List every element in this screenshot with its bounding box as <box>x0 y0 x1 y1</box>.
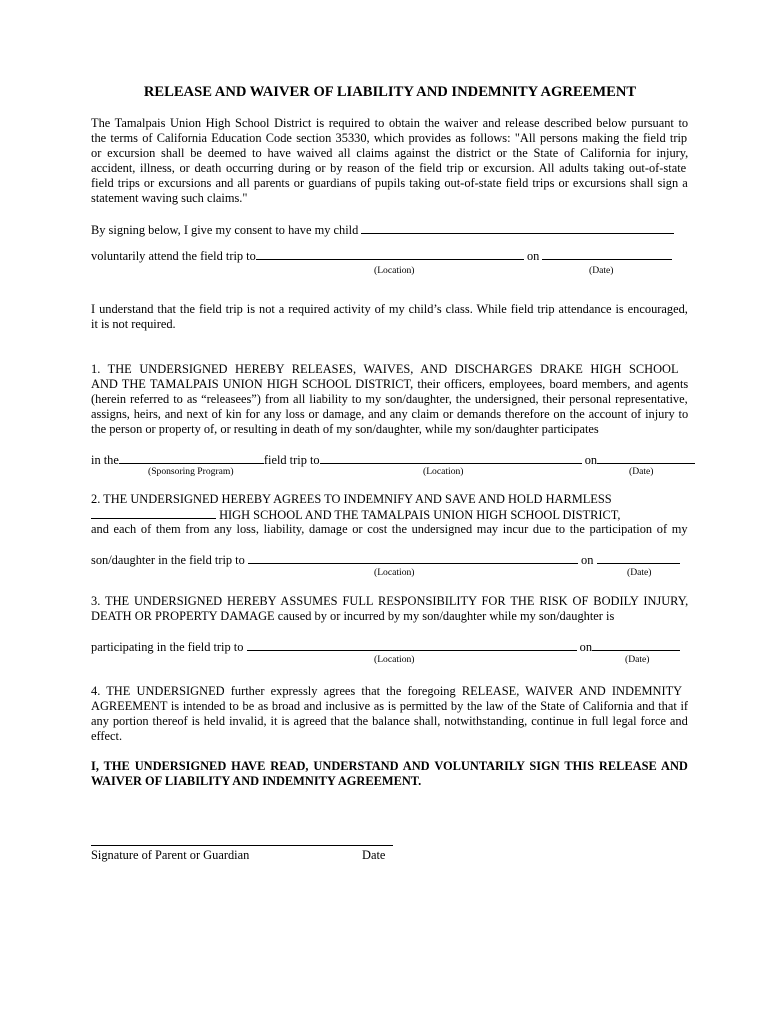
section3-fill-line <box>91 639 680 655</box>
consent-location-line <box>91 248 672 264</box>
date-field[interactable] <box>542 248 672 260</box>
date-field[interactable] <box>597 452 695 464</box>
high-school-field[interactable] <box>91 507 216 519</box>
location-field[interactable] <box>247 639 577 651</box>
sponsoring-program-field[interactable] <box>119 452 264 464</box>
section1-line: AND THE TAMALPAIS UNION HIGH SCHOOL DISTRICT, their officers, employees, board members, and agents <box>91 377 689 391</box>
section3-line: DEATH OR PROPERTY DAMAGE caused by or incurred by my son/daughter while my son/daughter is <box>91 609 615 623</box>
intro-line: The Tamalpais Union High School District is required to obtain the waiver and release described below pursuant to <box>91 116 689 130</box>
intro-line: statement waving such claims." <box>91 191 248 205</box>
date-caption: (Date) <box>589 265 614 276</box>
section2-line: and each of them from any loss, liability, damage or cost the undersigned may incur due to the participation of my <box>91 522 688 536</box>
field-trip-to-label: field trip to <box>263 453 320 467</box>
document-title: RELEASE AND WAIVER OF LIABILITY AND INDEMNITY AGREEMENT <box>143 84 637 100</box>
section2-line2-text: HIGH SCHOOL AND THE TAMALPAIS UNION HIGH SCHOOL DISTRICT, <box>219 508 621 522</box>
section2-line: 2. THE UNDERSIGNED HEREBY AGREES TO INDEMNIFY AND SAVE AND HOLD HARMLESS <box>91 492 612 506</box>
section1-line: assigns, heirs, and next of kin for any loss or damage, and any claim or demands therefore on the account of injury to <box>91 407 689 421</box>
location-caption: (Location) <box>423 466 464 477</box>
consent-attend-text: voluntarily attend the field trip to <box>91 249 256 263</box>
location-field[interactable] <box>256 248 524 260</box>
understand-line: it is not required. <box>91 317 176 331</box>
intro-line: field trips or excursions and all parents or guardians of pupils taking out-of-state field trips or excursions shall sign a <box>91 176 688 190</box>
consent-text: By signing below, I give my consent to have my child <box>91 223 359 237</box>
signature-label: Signature of Parent or Guardian <box>91 848 250 862</box>
closing-statement: WAIVER OF LIABILITY AND INDEMNITY AGREEMENT. <box>91 774 422 788</box>
location-caption: (Location) <box>374 265 415 276</box>
in-the-label: in the <box>91 453 119 467</box>
section1-line: (herein referred to as “releasees”) from all liability to my son/daughter, the undersigned, their personal representative, <box>91 392 688 406</box>
section1-line: 1. THE UNDERSIGNED HEREBY RELEASES, WAIVES, AND DISCHARGES DRAKE HIGH SCHOOL <box>91 362 679 376</box>
location-caption: (Location) <box>374 654 415 665</box>
intro-line: accident, illness, or death occurring during or by reason of the field trip or excursion. All adults taking out-of-state <box>91 161 687 175</box>
location-caption: (Location) <box>374 567 415 578</box>
section2-fill-line <box>91 552 680 568</box>
date-field[interactable] <box>597 552 680 564</box>
on-label: on <box>584 453 598 467</box>
intro-line: the terms of California Education Code section 35330, which provides as follows: "All persons making the field trip <box>91 131 688 145</box>
understand-line: I understand that the field trip is not a required activity of my child’s class. While field trip attendance is encouraged, <box>91 302 688 316</box>
closing-statement: I, THE UNDERSIGNED HAVE READ, UNDERSTAND AND VOLUNTARILY SIGN THIS RELEASE AND <box>91 759 688 773</box>
section2-fill-text: son/daughter in the field trip to <box>91 553 245 567</box>
on-label: on <box>526 249 540 263</box>
sponsoring-program-caption: (Sponsoring Program) <box>148 466 234 477</box>
child-name-field[interactable] <box>361 222 674 234</box>
date-field[interactable] <box>592 639 680 651</box>
signature-field[interactable] <box>91 845 393 846</box>
on-label: on <box>579 640 593 654</box>
date-label: Date <box>362 848 386 862</box>
location-field[interactable] <box>248 552 578 564</box>
section3-line: 3. THE UNDERSIGNED HEREBY ASSUMES FULL RESPONSIBILITY FOR THE RISK OF BODILY INJURY, <box>91 594 689 608</box>
section4-line: AGREEMENT is intended to be as broad and inclusive as is permitted by the law of the State of California and that if <box>91 699 689 713</box>
consent-line <box>91 222 674 238</box>
section4-line: 4. THE UNDERSIGNED further expressly agrees that the foregoing RELEASE, WAIVER AND INDEMNITY <box>91 684 683 698</box>
section1-line: the person or property of, or resulting in death of my son/daughter, while my son/daughter participates <box>91 422 599 436</box>
on-label: on <box>581 553 594 567</box>
date-caption: (Date) <box>629 466 654 477</box>
section4-line: any portion thereof is held invalid, it is agreed that the balance shall, notwithstanding, continue in full legal force and <box>91 714 688 728</box>
section3-fill-text: participating in the field trip to <box>91 640 244 654</box>
date-caption: (Date) <box>625 654 650 665</box>
intro-line: or excursion shall be deemed to have waived all claims against the district or the State of California for injury, <box>91 146 689 160</box>
section4-line: effect. <box>91 729 123 743</box>
date-caption: (Date) <box>627 567 652 578</box>
section2-line2 <box>91 507 620 523</box>
location-field[interactable] <box>320 452 582 464</box>
